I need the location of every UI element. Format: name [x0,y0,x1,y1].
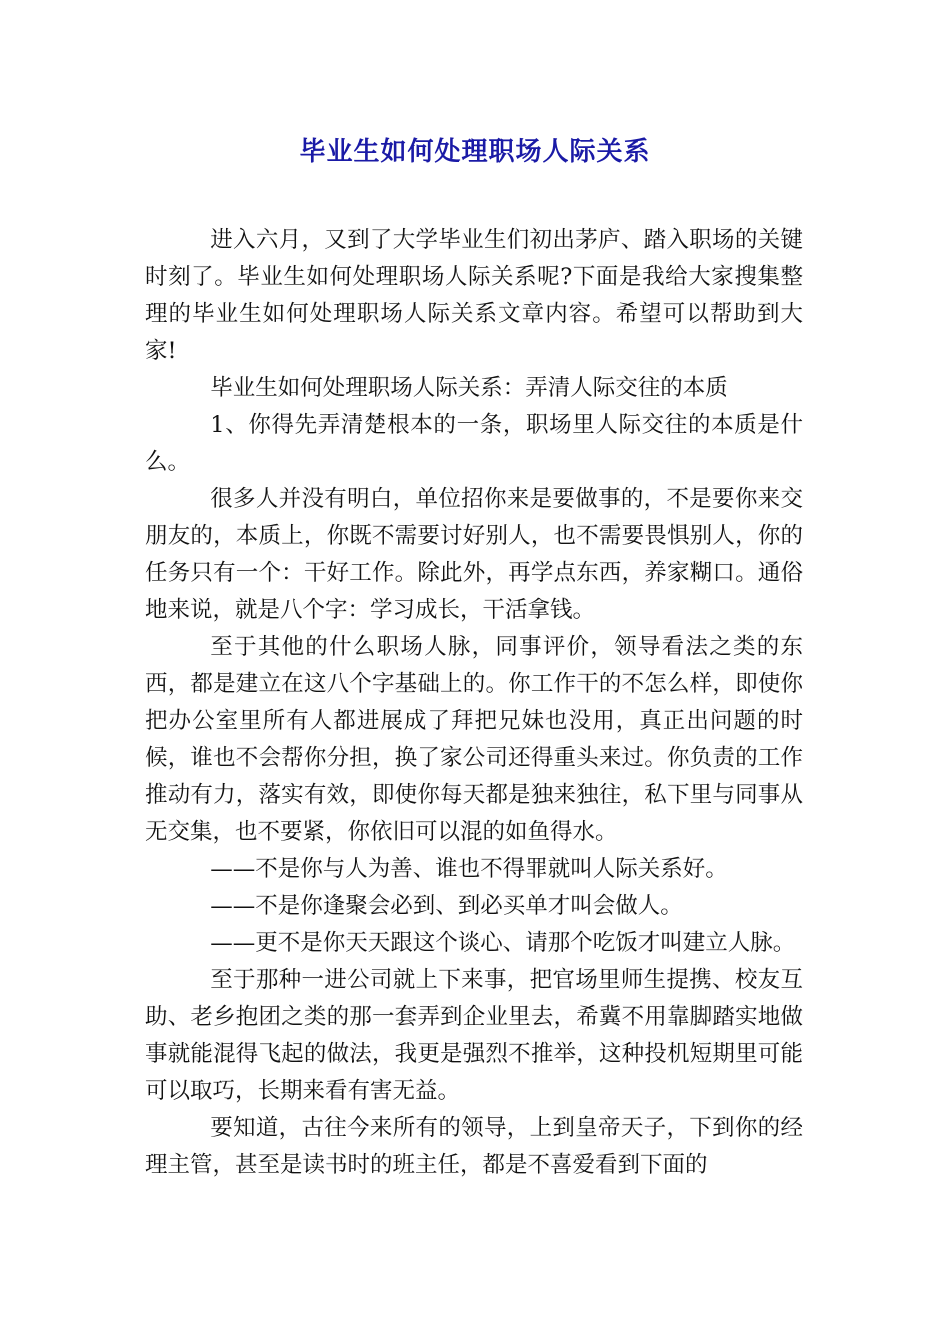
paragraph: ——不是你逢聚会必到、到必买单才叫会做人。 [210,893,683,919]
paragraph: 至于其他的什么职场人脉，同事评价，领导看法之类的东西，都是建立在这八个字基础上的。你工作干的不怎么样，即使你把办公室里所有人都进展成了拜把兄妹也没用，真正出问题的时候，谁也不会帮你分担，换了家公司还得重头来过。你负责的工作推动有力，落实有效，即使你每天都是独来独往，私下里与同事从无交集，也不要紧，你依旧可以混的如鱼得水。 [145,634,803,845]
paragraph: ——更不是你天天跟这个谈心、请那个吃饭才叫建立人脉。 [210,930,796,956]
document-body [145,222,803,1184]
paragraph: ——不是你与人为善、谁也不得罪就叫人际关系好。 [210,856,728,882]
paragraph: 很多人并没有明白，单位招你来是要做事的，不是要你来交朋友的，本质上，你既不需要讨好别人，也不需要畏惧别人，你的任务只有一个：干好工作。除此外，再学点东西，养家糊口。通俗地来说，就是八个字：学习成长，干活拿钱。 [145,486,803,623]
paragraph: 进入六月，又到了大学毕业生们初出茅庐、踏入职场的关键时刻了。毕业生如何处理职场人际关系呢?下面是我给大家搜集整理的毕业生如何处理职场人际关系文章内容。希望可以帮助到大家! [145,227,803,364]
paragraph: 1、你得先弄清楚根本的一条，职场里人际交往的本质是什么。 [145,412,803,475]
document-title: 毕业生如何处理职场人际关系 [299,137,651,167]
paragraph: 要知道，古往今来所有的领导，上到皇帝天子，下到你的经理主管，甚至是读书时的班主任，都是不喜爱看到下面的 [145,1115,803,1178]
paragraph: 至于那种一进公司就上下来事，把官场里师生提携、校友互助、老乡抱团之类的那一套弄到企业里去，希冀不用靠脚踏实地做事就能混得飞起的做法，我更是强烈不推举，这种投机短期里可能可以取巧，长期来看有害无益。 [145,967,803,1104]
paragraph: 毕业生如何处理职场人际关系：弄清人际交往的本质 [210,375,728,401]
